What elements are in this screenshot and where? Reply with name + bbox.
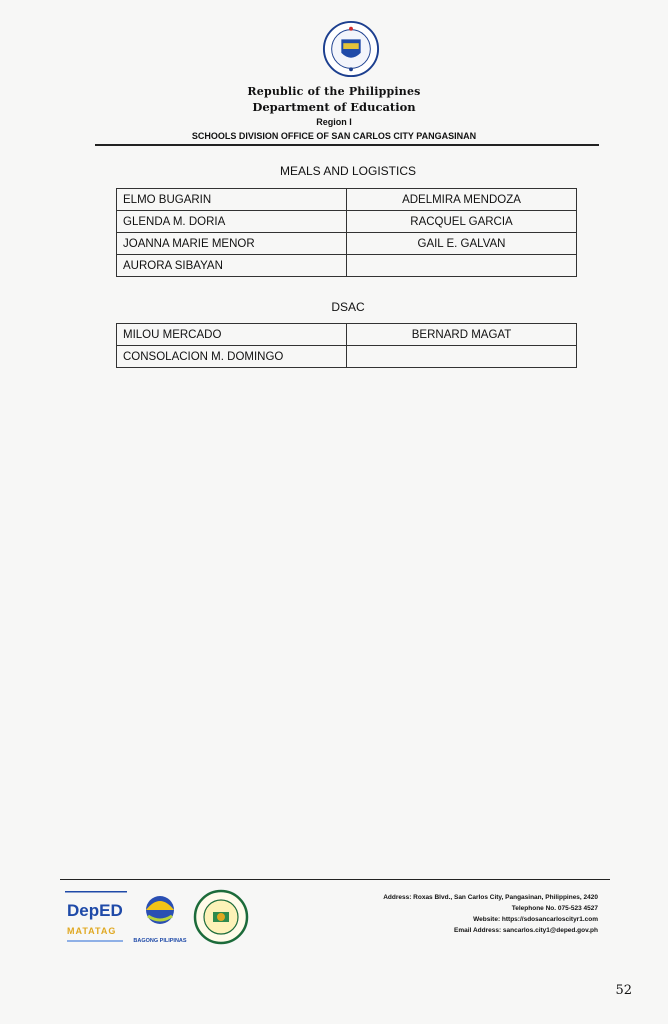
table-row <box>117 324 577 346</box>
table-cell: GAIL E. GALVAN <box>347 233 577 255</box>
department-heading: Department of Education <box>252 100 416 114</box>
deped-seal-icon <box>322 20 380 78</box>
table-cell <box>347 255 577 277</box>
footer-logos <box>65 888 250 955</box>
deped-logo-text: DepED <box>67 901 123 920</box>
footer-telephone: Telephone No. 075-523 4527 <box>511 905 598 912</box>
table-row <box>117 211 577 233</box>
matatag-logo-text: MATATAG <box>67 926 117 936</box>
table-cell: ELMO BUGARIN <box>117 189 347 211</box>
section-title-meals: MEALS AND LOGISTICS <box>279 164 417 178</box>
bagong-pilipinas-logo-icon <box>133 896 187 944</box>
footer-website: Website: https://sdosancarloscityr1.com <box>473 916 598 923</box>
page-number: 52 <box>615 983 632 998</box>
table-cell: JOANNA MARIE MENOR <box>117 233 347 255</box>
office-heading: SCHOOLS DIVISION OFFICE OF SAN CARLOS CITY PANGASINAN <box>191 131 477 141</box>
table-cell: CONSOLACION M. DOMINGO <box>117 346 347 368</box>
table-row <box>117 233 577 255</box>
meals-logistics-table <box>116 188 577 277</box>
footer-address: Address: Roxas Blvd., San Carlos City, Pangasinan, Philippines, 2420 <box>383 894 598 901</box>
sdo-seal-icon <box>195 891 247 943</box>
deped-matatag-logo-icon <box>65 891 127 942</box>
header-divider <box>95 144 599 146</box>
bagong-pilipinas-text: BAGONG PILIPINAS <box>133 938 187 944</box>
table-row <box>117 189 577 211</box>
table-cell: BERNARD MAGAT <box>347 324 577 346</box>
region-heading: Region I <box>316 117 352 127</box>
dsac-table <box>116 323 577 368</box>
section-title-dsac: DSAC <box>331 300 365 314</box>
table-row <box>117 255 577 277</box>
table-cell: RACQUEL GARCIA <box>347 211 577 233</box>
table-cell: MILOU MERCADO <box>117 324 347 346</box>
table-row <box>117 346 577 368</box>
table-cell: GLENDA M. DORIA <box>117 211 347 233</box>
table-cell <box>347 346 577 368</box>
footer-logo-graphics <box>65 888 250 950</box>
republic-heading: Republic of the Philippines <box>247 85 421 98</box>
table-cell: ADELMIRA MENDOZA <box>347 189 577 211</box>
footer-contact <box>383 892 598 936</box>
table-cell: AURORA SIBAYAN <box>117 255 347 277</box>
footer-divider <box>60 879 610 880</box>
footer-email: Email Address: sancarlos.city1@deped.gov.ph <box>454 927 598 934</box>
